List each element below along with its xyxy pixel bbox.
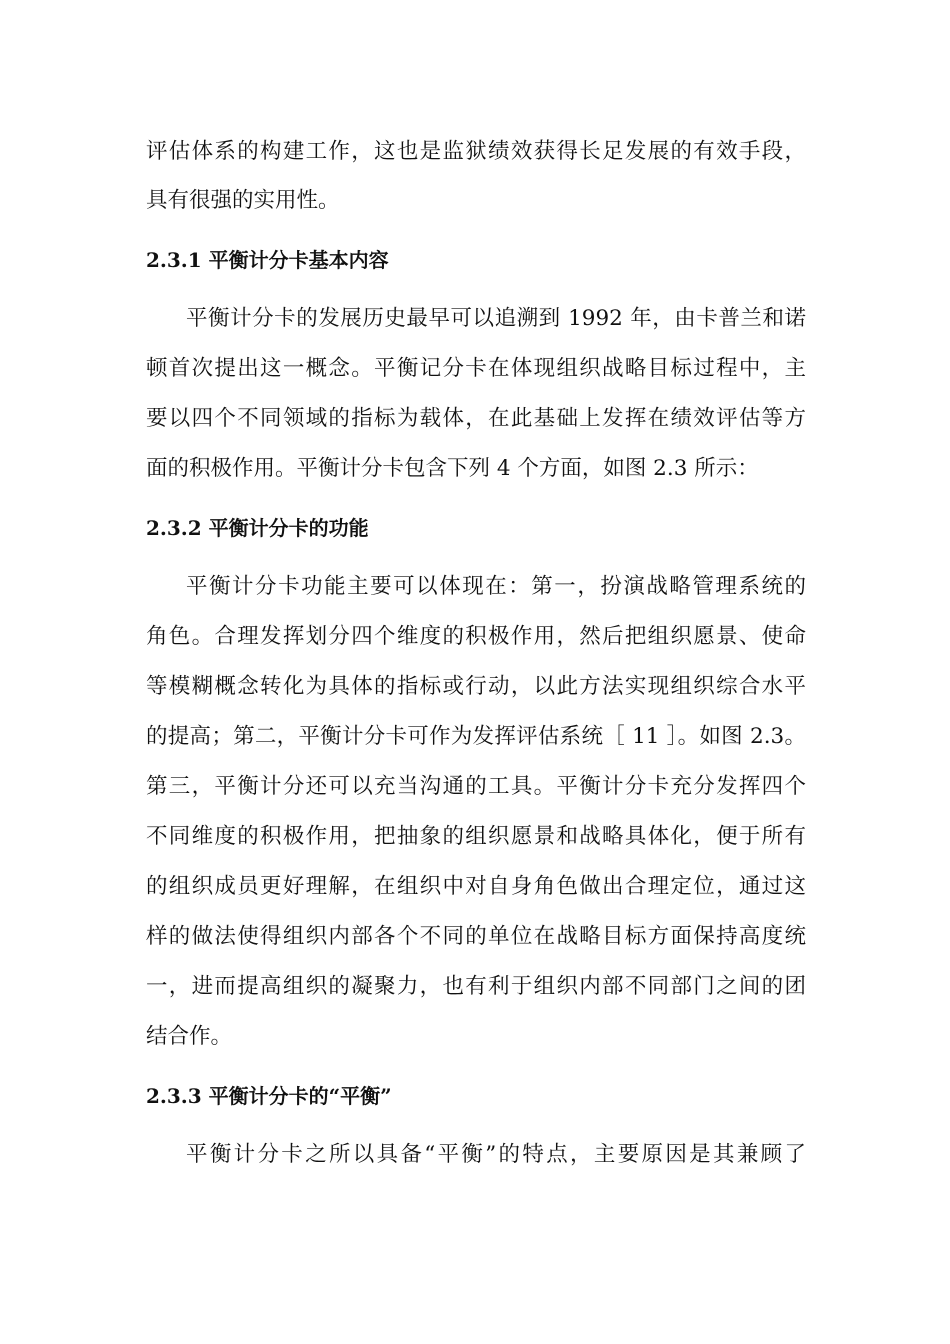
paragraph-line: 一，进而提高组织的凝聚力，也有利于组织内部不同部门之间的团	[146, 974, 806, 999]
paragraph-line: 的提高；第二，平衡计分卡可作为发挥评估系统［ 11 ］。如图 2.3。	[146, 724, 806, 749]
paragraph-line: 的组织成员更好理解，在组织中对自身角色做出合理定位，通过这	[146, 874, 806, 899]
paragraph-line: 样的做法使得组织内部各个不同的单位在战略目标方面保持高度统	[146, 924, 806, 949]
paragraph-line: 第三，平衡计分还可以充当沟通的工具。平衡计分卡充分发挥四个	[146, 774, 806, 799]
paragraph-line: 等模糊概念转化为具体的指标或行动，以此方法实现组织综合水平	[146, 674, 806, 699]
paragraph-line: 平衡计分卡的发展历史最早可以追溯到 1992 年，由卡普兰和诺	[186, 306, 806, 331]
paragraph-line: 具有很强的实用性。	[146, 188, 340, 213]
paragraph-line: 顿首次提出这一概念。平衡记分卡在体现组织战略目标过程中，主	[146, 356, 806, 381]
paragraph-line: 平衡计分卡之所以具备“平衡”的特点，主要原因是其兼顾了	[186, 1142, 806, 1167]
paragraph-line: 不同维度的积极作用，把抽象的组织愿景和战略具体化，便于所有	[146, 824, 806, 849]
section-heading-2-3-3: 2.3.3 平衡计分卡的“平衡”	[146, 1084, 392, 1108]
paragraph-line: 评估体系的构建工作，这也是监狱绩效获得长足发展的有效手段，	[146, 139, 806, 164]
paragraph-line: 要以四个不同领域的指标为载体，在此基础上发挥在绩效评估等方	[146, 406, 806, 431]
paragraph-line: 面的积极作用。平衡计分卡包含下列 4 个方面，如图 2.3 所示：	[146, 456, 759, 481]
section-heading-2-3-2: 2.3.2 平衡计分卡的功能	[146, 516, 369, 540]
section-heading-2-3-1: 2.3.1 平衡计分卡基本内容	[146, 248, 389, 272]
paragraph-line: 角色。合理发挥划分四个维度的积极作用，然后把组织愿景、使命	[146, 624, 806, 649]
paragraph-line: 平衡计分卡功能主要可以体现在：第一，扮演战略管理系统的	[186, 574, 806, 599]
paragraph-line: 结合作。	[146, 1024, 233, 1049]
